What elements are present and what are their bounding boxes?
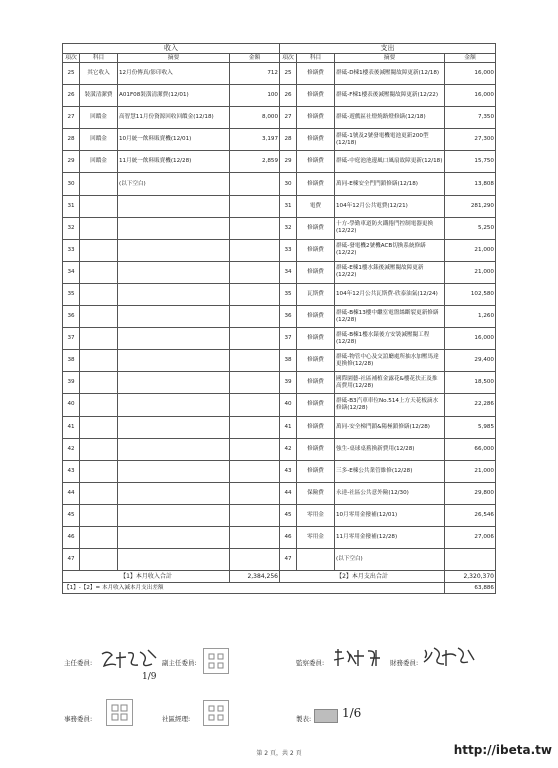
expense-amount-cell: 7,350 (445, 107, 496, 129)
expense-no-cell: 27 (280, 107, 297, 129)
income-summary-cell (118, 195, 230, 217)
income-col-account: 科目 (80, 54, 118, 63)
chair-label: 主任委員: (64, 659, 93, 667)
expense-summary-cell: 群砥-遊戲區社燈燒路燈修繕(12/18) (335, 107, 445, 129)
expense-no-cell: 41 (280, 416, 297, 438)
income-amount-cell (230, 372, 280, 394)
page-number: 第 2 頁，共 2 頁 (256, 750, 302, 757)
expense-summary-cell: 萬同-E棟安全門門鎖修繕(12/18) (335, 173, 445, 195)
income-summary-cell (118, 460, 230, 482)
income-account-cell (80, 549, 118, 571)
expense-amount-cell: 15,750 (445, 151, 496, 173)
table-row (63, 460, 496, 482)
expense-summary-cell: 群砥-D棟1樓表後減壓閥故障更新(12/18) (335, 63, 445, 85)
expense-no-cell: 34 (280, 261, 297, 283)
income-no-cell: 46 (63, 526, 80, 548)
income-amount-cell (230, 173, 280, 195)
income-account-cell: 裝潢清潔費 (80, 85, 118, 107)
income-amount-cell: 2,859 (230, 151, 280, 173)
expense-summary-cell: 104年12月公共瓦斯費-欣泰油氣(12/24) (335, 283, 445, 305)
manager-seal-mark (206, 703, 226, 723)
income-summary-cell: 10月統一飲料販賣機(12/01) (118, 129, 230, 151)
expense-amount-cell: 13,808 (445, 173, 496, 195)
income-amount-cell: 3,197 (230, 129, 280, 151)
expense-no-cell: 39 (280, 372, 297, 394)
expense-account-cell: 修繕費 (297, 107, 335, 129)
expense-no-cell: 38 (280, 350, 297, 372)
manager-seal (203, 700, 229, 726)
preparer-label: 製表: (296, 715, 312, 723)
expense-account-cell: 修繕費 (297, 328, 335, 350)
expense-amount-cell: 102,580 (445, 283, 496, 305)
manager-label: 社區經理: (162, 715, 191, 723)
expense-no-cell: 32 (280, 217, 297, 239)
income-no-cell: 27 (63, 107, 80, 129)
table-row (63, 217, 496, 239)
expense-amount-cell: 16,000 (445, 85, 496, 107)
expense-summary-cell: 群砥-中庭池池邊風口風扇故障更新(12/18) (335, 151, 445, 173)
table-row (63, 416, 496, 438)
income-amount-cell (230, 416, 280, 438)
expense-no-cell: 35 (280, 283, 297, 305)
income-no-cell: 25 (63, 63, 80, 85)
expense-amount-cell: 29,800 (445, 482, 496, 504)
expense-summary-cell: 群砥-E棟1樓水錶後減壓閥故障更新(12/22) (335, 261, 445, 283)
table-row (63, 173, 496, 195)
expense-summary-cell: 群砥-F棟1樓表後減壓閥故障更新(12/22) (335, 85, 445, 107)
supervisor-signature (332, 646, 386, 675)
income-no-cell: 41 (63, 416, 80, 438)
income-summary-cell (118, 438, 230, 460)
income-no-cell: 31 (63, 195, 80, 217)
expense-summary-cell: 萬同-安全梯門鎖&陽極鎖修繕(12/28) (335, 416, 445, 438)
income-total-amount: 2,384,256 (230, 571, 280, 583)
expense-no-cell: 45 (280, 504, 297, 526)
expense-summary-cell: 群砥-B棟1樓水錶後方安裝減壓閥工程(12/28) (335, 328, 445, 350)
income-amount-cell: 8,000 (230, 107, 280, 129)
expense-summary-cell: 十方-學勤車道防火鐵捲門控制電器更換(12/22) (335, 217, 445, 239)
income-summary-cell: A01F08裝潢清潔費(12/01) (118, 85, 230, 107)
table-row (63, 504, 496, 526)
income-account-cell (80, 394, 118, 416)
expense-amount-cell (445, 549, 496, 571)
affairs-seal-mark (109, 702, 130, 723)
income-account-cell (80, 217, 118, 239)
finance-signature (422, 644, 478, 675)
supervisor-signature-mark (332, 646, 386, 670)
income-account-cell (80, 283, 118, 305)
income-amount-cell (230, 526, 280, 548)
income-no-cell: 38 (63, 350, 80, 372)
expense-no-cell: 40 (280, 394, 297, 416)
expense-account-cell: 修繕費 (297, 438, 335, 460)
income-amount-cell (230, 460, 280, 482)
expense-no-cell: 47 (280, 549, 297, 571)
watermark: http://ibeta.tw (453, 743, 552, 757)
income-no-cell: 33 (63, 239, 80, 261)
income-account-cell (80, 261, 118, 283)
expense-amount-cell: 26,546 (445, 504, 496, 526)
table-row (63, 394, 496, 416)
income-no-cell: 32 (63, 217, 80, 239)
expense-summary-cell: 群砥-1號及2號發電機電池更新200型(12/18) (335, 129, 445, 151)
expense-col-summary: 摘要 (335, 54, 445, 63)
income-amount-cell (230, 482, 280, 504)
expense-no-cell: 30 (280, 173, 297, 195)
expense-amount-cell: 21,000 (445, 239, 496, 261)
expense-amount-cell: 1,260 (445, 306, 496, 328)
expense-account-cell: 修繕費 (297, 350, 335, 372)
income-account-cell (80, 526, 118, 548)
table-row (63, 239, 496, 261)
income-amount-cell (230, 217, 280, 239)
income-account-cell (80, 306, 118, 328)
expense-no-cell: 44 (280, 482, 297, 504)
expense-no-cell: 42 (280, 438, 297, 460)
expense-total-label: 【2】本月支出合計 (280, 571, 445, 583)
income-no-cell: 35 (63, 283, 80, 305)
income-no-cell: 36 (63, 306, 80, 328)
affairs-label: 事務委員: (64, 715, 93, 723)
finance-signature-mark (422, 644, 478, 670)
expense-account-cell: 修繕費 (297, 173, 335, 195)
expense-account-cell: 電費 (297, 195, 335, 217)
expense-account-cell: 零用金 (297, 526, 335, 548)
expense-account-cell: 修繕費 (297, 416, 335, 438)
income-summary-cell (118, 416, 230, 438)
income-no-cell: 37 (63, 328, 80, 350)
income-col-no: 項次 (63, 54, 80, 63)
income-account-cell (80, 350, 118, 372)
expense-no-cell: 36 (280, 306, 297, 328)
expense-amount-cell: 21,000 (445, 261, 496, 283)
income-summary-cell (118, 328, 230, 350)
vice-chair-seal (203, 648, 229, 674)
income-summary-cell (118, 283, 230, 305)
expense-amount-cell: 18,500 (445, 372, 496, 394)
expense-summary-cell: 群砥-物管中心及交誼廳處所抽水加壓馬達更換修(12/28) (335, 350, 445, 372)
income-section-title: 收入 (63, 44, 280, 54)
income-amount-cell (230, 283, 280, 305)
expense-amount-cell: 27,300 (445, 129, 496, 151)
expense-account-cell: 修繕費 (297, 261, 335, 283)
income-account-cell (80, 372, 118, 394)
income-summary-cell (118, 482, 230, 504)
expense-account-cell: 零用金 (297, 504, 335, 526)
table-row (63, 195, 496, 217)
income-summary-cell: (以下空白) (118, 173, 230, 195)
vice-chair-seal-mark (206, 651, 226, 671)
expense-account-cell: 修繕費 (297, 217, 335, 239)
expense-section-title: 支出 (280, 44, 496, 54)
expense-summary-cell: 永達-社區公共意外險(12/30) (335, 482, 445, 504)
finance-label: 財務委員: (390, 659, 419, 667)
chair-date: 1/9 (142, 672, 157, 682)
table-row (63, 261, 496, 283)
table-row (63, 129, 496, 151)
income-no-cell: 42 (63, 438, 80, 460)
expense-summary-cell: 強生-桌球桌舊換新費用(12/28) (335, 438, 445, 460)
table-row (63, 350, 496, 372)
income-summary-cell (118, 217, 230, 239)
expense-account-cell: 修繕費 (297, 151, 335, 173)
income-summary-cell (118, 526, 230, 548)
expense-amount-cell: 5,250 (445, 217, 496, 239)
income-account-cell: 回饋金 (80, 129, 118, 151)
income-col-amount: 金額 (230, 54, 280, 63)
table-row (63, 63, 496, 85)
expense-summary-cell: 群砥-發電機2號機ACB切換系統修繕(12/22) (335, 239, 445, 261)
ledger-rows (63, 63, 496, 571)
preparer-seal (314, 709, 338, 723)
expense-account-cell: 瓦斯費 (297, 283, 335, 305)
expense-amount-cell: 66,000 (445, 438, 496, 460)
income-no-cell: 34 (63, 261, 80, 283)
table-row (63, 372, 496, 394)
chair-signature-mark (98, 646, 160, 672)
ledger-sheet (62, 43, 495, 594)
expense-account-cell: 修繕費 (297, 129, 335, 151)
expense-amount-cell: 29,400 (445, 350, 496, 372)
income-account-cell: 回饋金 (80, 107, 118, 129)
expense-account-cell: 修繕費 (297, 372, 335, 394)
income-summary-cell: 高智慧11月份資源回收回饋金(12/18) (118, 107, 230, 129)
table-row (63, 328, 496, 350)
income-summary-cell (118, 350, 230, 372)
table-row (63, 85, 496, 107)
expense-summary-cell: 104年12月公共電費(12/21) (335, 195, 445, 217)
income-amount-cell (230, 350, 280, 372)
expense-account-cell: 修繕費 (297, 63, 335, 85)
expense-total-amount: 2,320,370 (445, 571, 496, 583)
expense-no-cell: 33 (280, 239, 297, 261)
expense-amount-cell: 281,290 (445, 195, 496, 217)
table-row (63, 306, 496, 328)
expense-no-cell: 37 (280, 328, 297, 350)
income-no-cell: 47 (63, 549, 80, 571)
income-summary-cell: 12月份傳真/影印收入 (118, 63, 230, 85)
supervisor-label: 監察委員: (296, 659, 325, 667)
expense-account-cell: 修繕費 (297, 306, 335, 328)
table-row (63, 438, 496, 460)
preparer-date: 1/6 (342, 706, 362, 720)
income-col-summary: 摘要 (118, 54, 230, 63)
expense-no-cell: 29 (280, 151, 297, 173)
income-no-cell: 30 (63, 173, 80, 195)
expense-summary-cell: 群砥-B3汽車車位No.514上方天花板滴水修繕(12/28) (335, 394, 445, 416)
income-no-cell: 39 (63, 372, 80, 394)
income-amount-cell (230, 504, 280, 526)
expense-amount-cell: 16,000 (445, 63, 496, 85)
expense-no-cell: 43 (280, 460, 297, 482)
expense-amount-cell: 16,000 (445, 328, 496, 350)
income-amount-cell (230, 261, 280, 283)
table-row (63, 283, 496, 305)
expense-summary-cell: 三多-E棟公共業管維修(12/28) (335, 460, 445, 482)
income-no-cell: 43 (63, 460, 80, 482)
income-account-cell: 其它收入 (80, 63, 118, 85)
expense-no-cell: 28 (280, 129, 297, 151)
income-amount-cell (230, 394, 280, 416)
table-row (63, 482, 496, 504)
expense-col-no: 項次 (280, 54, 297, 63)
income-amount-cell (230, 195, 280, 217)
income-account-cell (80, 504, 118, 526)
expense-account-cell: 修繕費 (297, 85, 335, 107)
table-row (63, 107, 496, 129)
income-summary-cell (118, 549, 230, 571)
income-account-cell (80, 438, 118, 460)
expense-no-cell: 46 (280, 526, 297, 548)
expense-no-cell: 31 (280, 195, 297, 217)
expense-summary-cell: 11月零用金撥補(12/28) (335, 526, 445, 548)
income-account-cell: 回饋金 (80, 151, 118, 173)
expense-summary-cell: 群砥-B棟13樓中繼室電盤絲斷裂更新修繕(12/28) (335, 306, 445, 328)
income-summary-cell (118, 239, 230, 261)
expense-account-cell: 保險費 (297, 482, 335, 504)
balance-label: 【1】-【2】= 本月收入減本月支出差額 (63, 583, 445, 594)
income-account-cell (80, 173, 118, 195)
expense-col-amount: 金額 (445, 54, 496, 63)
income-summary-cell: 11月統一飲料販賣機(12/28) (118, 151, 230, 173)
income-account-cell (80, 460, 118, 482)
income-amount-cell (230, 438, 280, 460)
income-amount-cell (230, 549, 280, 571)
income-account-cell (80, 195, 118, 217)
income-account-cell (80, 416, 118, 438)
vice-chair-label: 副主任委員: (162, 659, 197, 667)
income-account-cell (80, 482, 118, 504)
table-row (63, 549, 496, 571)
income-no-cell: 26 (63, 85, 80, 107)
income-account-cell (80, 239, 118, 261)
income-total-label: 【1】本月收入合計 (63, 571, 230, 583)
expense-no-cell: 25 (280, 63, 297, 85)
income-no-cell: 45 (63, 504, 80, 526)
expense-col-account: 科目 (297, 54, 335, 63)
income-no-cell: 40 (63, 394, 80, 416)
balance-amount: 63,886 (445, 583, 496, 594)
affairs-seal (106, 699, 133, 726)
income-amount-cell (230, 239, 280, 261)
expense-summary-cell: (以下空白) (335, 549, 445, 571)
expense-summary-cell: 國際園藝-社區補植金露花&樓花扶正及推高費用(12/28) (335, 372, 445, 394)
ledger-table (62, 43, 496, 594)
expense-account-cell (297, 549, 335, 571)
expense-account-cell: 修繕費 (297, 394, 335, 416)
expense-no-cell: 26 (280, 85, 297, 107)
income-no-cell: 28 (63, 129, 80, 151)
income-no-cell: 44 (63, 482, 80, 504)
income-summary-cell (118, 394, 230, 416)
income-amount-cell: 712 (230, 63, 280, 85)
income-account-cell (80, 328, 118, 350)
income-amount-cell (230, 306, 280, 328)
income-summary-cell (118, 306, 230, 328)
expense-account-cell: 修繕費 (297, 239, 335, 261)
expense-account-cell: 修繕費 (297, 460, 335, 482)
income-amount-cell: 100 (230, 85, 280, 107)
income-no-cell: 29 (63, 151, 80, 173)
expense-amount-cell: 27,006 (445, 526, 496, 548)
table-row (63, 526, 496, 548)
income-summary-cell (118, 372, 230, 394)
expense-amount-cell: 5,985 (445, 416, 496, 438)
expense-amount-cell: 21,000 (445, 460, 496, 482)
income-summary-cell (118, 504, 230, 526)
income-amount-cell (230, 328, 280, 350)
expense-summary-cell: 10月零用金撥補(12/01) (335, 504, 445, 526)
expense-amount-cell: 22,286 (445, 394, 496, 416)
table-row (63, 151, 496, 173)
income-summary-cell (118, 261, 230, 283)
